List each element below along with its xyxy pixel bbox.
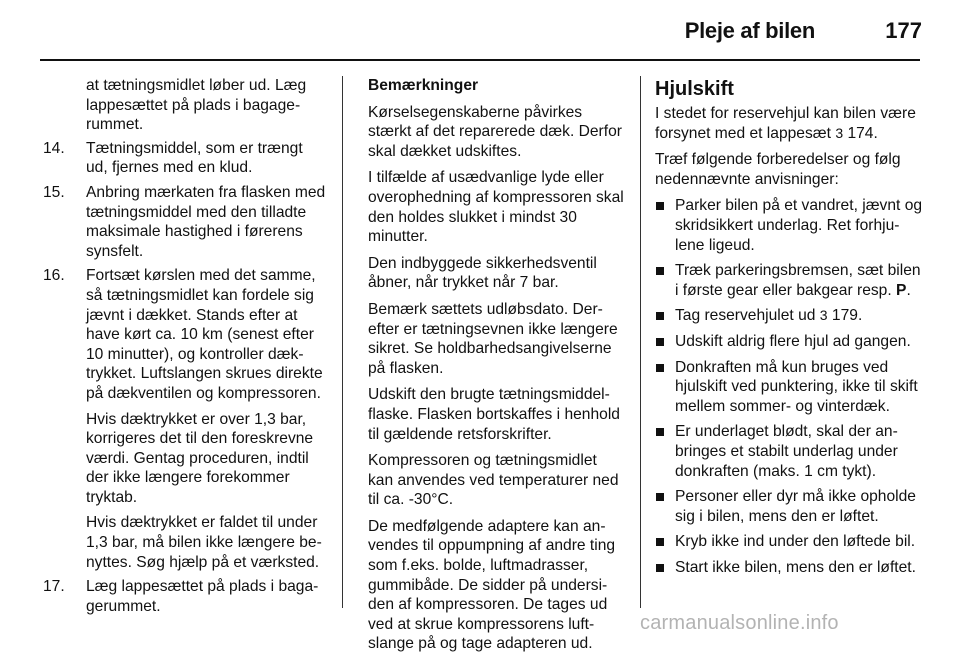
bullet-item [655,358,923,417]
paragraph: I tilfælde af usædvanlige lyde eller overophedning af kompressoren skal den holdes slukket i mindst 30 minutter. [368,169,624,246]
square-bullet-icon [656,267,664,275]
step-subparagraph: Hvis dæktrykket er faldet til under 1,3 bar, må bilen ikke længere benyttes. Søg hjælp på et værksted. [86,514,322,571]
page-reference-icon: 3 [835,124,844,141]
intro-paragraph [655,104,923,143]
page-reference[interactable]: 179. [831,307,863,325]
bullet-item [655,332,923,352]
column-divider [640,76,641,608]
bullet-text: Udskift aldrig flere hjul ad gangen. [675,332,911,350]
page-header-title: Pleje af bilen [684,18,815,43]
continued-text: at tætningsmidlet løber ud. Læg lappesættet på plads i bagagerummet. [86,77,307,134]
header-rule [40,59,920,61]
bullet-item [655,532,923,552]
bullet-text: Personer eller dyr må ikke opholde sig i bilen, mens den er løftet. [675,488,916,525]
bullet-text: Donkraften må kun bruges ved hjulskift ved punktering, ikke til skift mellem sommer- og vinterdæk. [675,358,918,415]
step-text: Læg lappesættet på plads i bagagerummet. [86,578,319,615]
step-list [43,139,327,617]
gear-label: P [896,281,907,299]
bullet-item [655,558,923,578]
paragraph: Kompressoren og tætningsmidlet kan anvendes ved temperaturer ned til ca. -30°C. [368,452,619,509]
lead-paragraph: Træf følgende forberedelser og følg nedennævnte anvisninger: [655,151,901,188]
bullet-item [655,487,923,526]
square-bullet-icon [656,493,664,501]
step-number: 15. [43,183,65,201]
step-item [43,266,327,572]
square-bullet-icon [656,202,664,210]
note-text: Kørselsegenskaberne påvirkes stærkt af det reparerede dæk. Derfor skal dækket udskiftes. [368,103,622,160]
bullet-text: Kryb ikke ind under den løftede bil. [675,533,916,551]
step-text: Anbring mærkaten fra flasken med tætningsmiddel med den tilladte maksimale hastighed i førerens synsfelt. [86,183,326,260]
step-text: Tætningsmiddel, som er trængt ud, fjernes med en klud. [86,139,303,177]
note-title: Bemærkninger [368,77,479,94]
step-number: 14. [43,139,65,157]
bullet-item [655,261,923,300]
square-bullet-icon [656,338,664,346]
column-3 [655,76,923,583]
bullet-item [655,422,923,481]
page-reference-icon: 3 [819,307,828,324]
step-number: 17. [43,578,65,596]
bullet-text: Parker bilen på et vandret, jævnt og skridsikkert underlag. Ret forhjulene ligeud. [675,197,923,254]
bullet-item [655,196,923,255]
paragraph: Udskift den brugte tætningsmiddelflaske. Flasken bortskaffes i henhold til gældende retsforskrifter. [368,386,620,443]
paragraph: Bemærk sættets udløbsdato. Derefter er tætningsevnen ikke længere sikret. Se holdbarhedsangivelserne på flasken. [368,300,618,377]
intro-text: I stedet for reservehjul kan bilen være forsynet med et lappesæt [655,105,916,142]
step-number: 16. [43,267,65,285]
square-bullet-icon [656,364,664,372]
section-heading: Hjulskift [655,78,734,100]
bullet-text: Start ikke bilen, mens den er løftet. [675,558,916,576]
step-item [43,577,327,616]
bullet-list [655,196,923,577]
watermark: carmanualsonline.info [640,612,839,634]
page-reference[interactable]: 174. [847,124,878,142]
column-divider [342,76,343,608]
step-subparagraph: Hvis dæktrykket er over 1,3 bar, korrigeres det til den foreskrevne værdi. Gentag proceduren, indtil der ikke længere forekommer tryktab. [86,410,314,506]
paragraph: Den indbyggede sikkerhedsventil åbner, når trykket når 7 bar. [368,254,597,292]
column-2 [368,76,626,661]
square-bullet-icon [656,428,664,436]
bullet-text: Tag reservehjulet ud [675,307,816,325]
bullet-item [655,306,923,326]
page-number: 177 [885,18,922,43]
column-1 [43,76,327,621]
bullet-text-end: . [906,281,911,299]
square-bullet-icon [656,312,664,320]
step-item [43,183,327,261]
bullet-text: Træk parkeringsbremsen, sæt bilen i første gear eller bakgear resp. [675,262,921,299]
square-bullet-icon [656,538,664,546]
step-text: Fortsæt kørslen med det samme, så tætningsmidlet kan fordele sig jævnt i dækket. Stands efter at have kørt ca. 10 km (senest efter 10 minutter), og kontroller dæktrykket. Luftslangen skrues direkte på dækventilen og kompressoren. [86,267,323,402]
step-item [43,139,327,178]
paragraph: De medfølgende adaptere kan anvendes til oppumpning af andre ting som f.eks. bolde, luftmadrasser, gummibåde. De sidder på undersiden af kompressoren. De tages ud ved at skrue kompressorens luftslange på og tage adapteren ud. [368,517,616,653]
bullet-text: Er underlaget blødt, skal der anbringes et stabilt underlag under donkraften (maks. 1 cm tykt). [675,423,898,480]
square-bullet-icon [656,564,664,572]
